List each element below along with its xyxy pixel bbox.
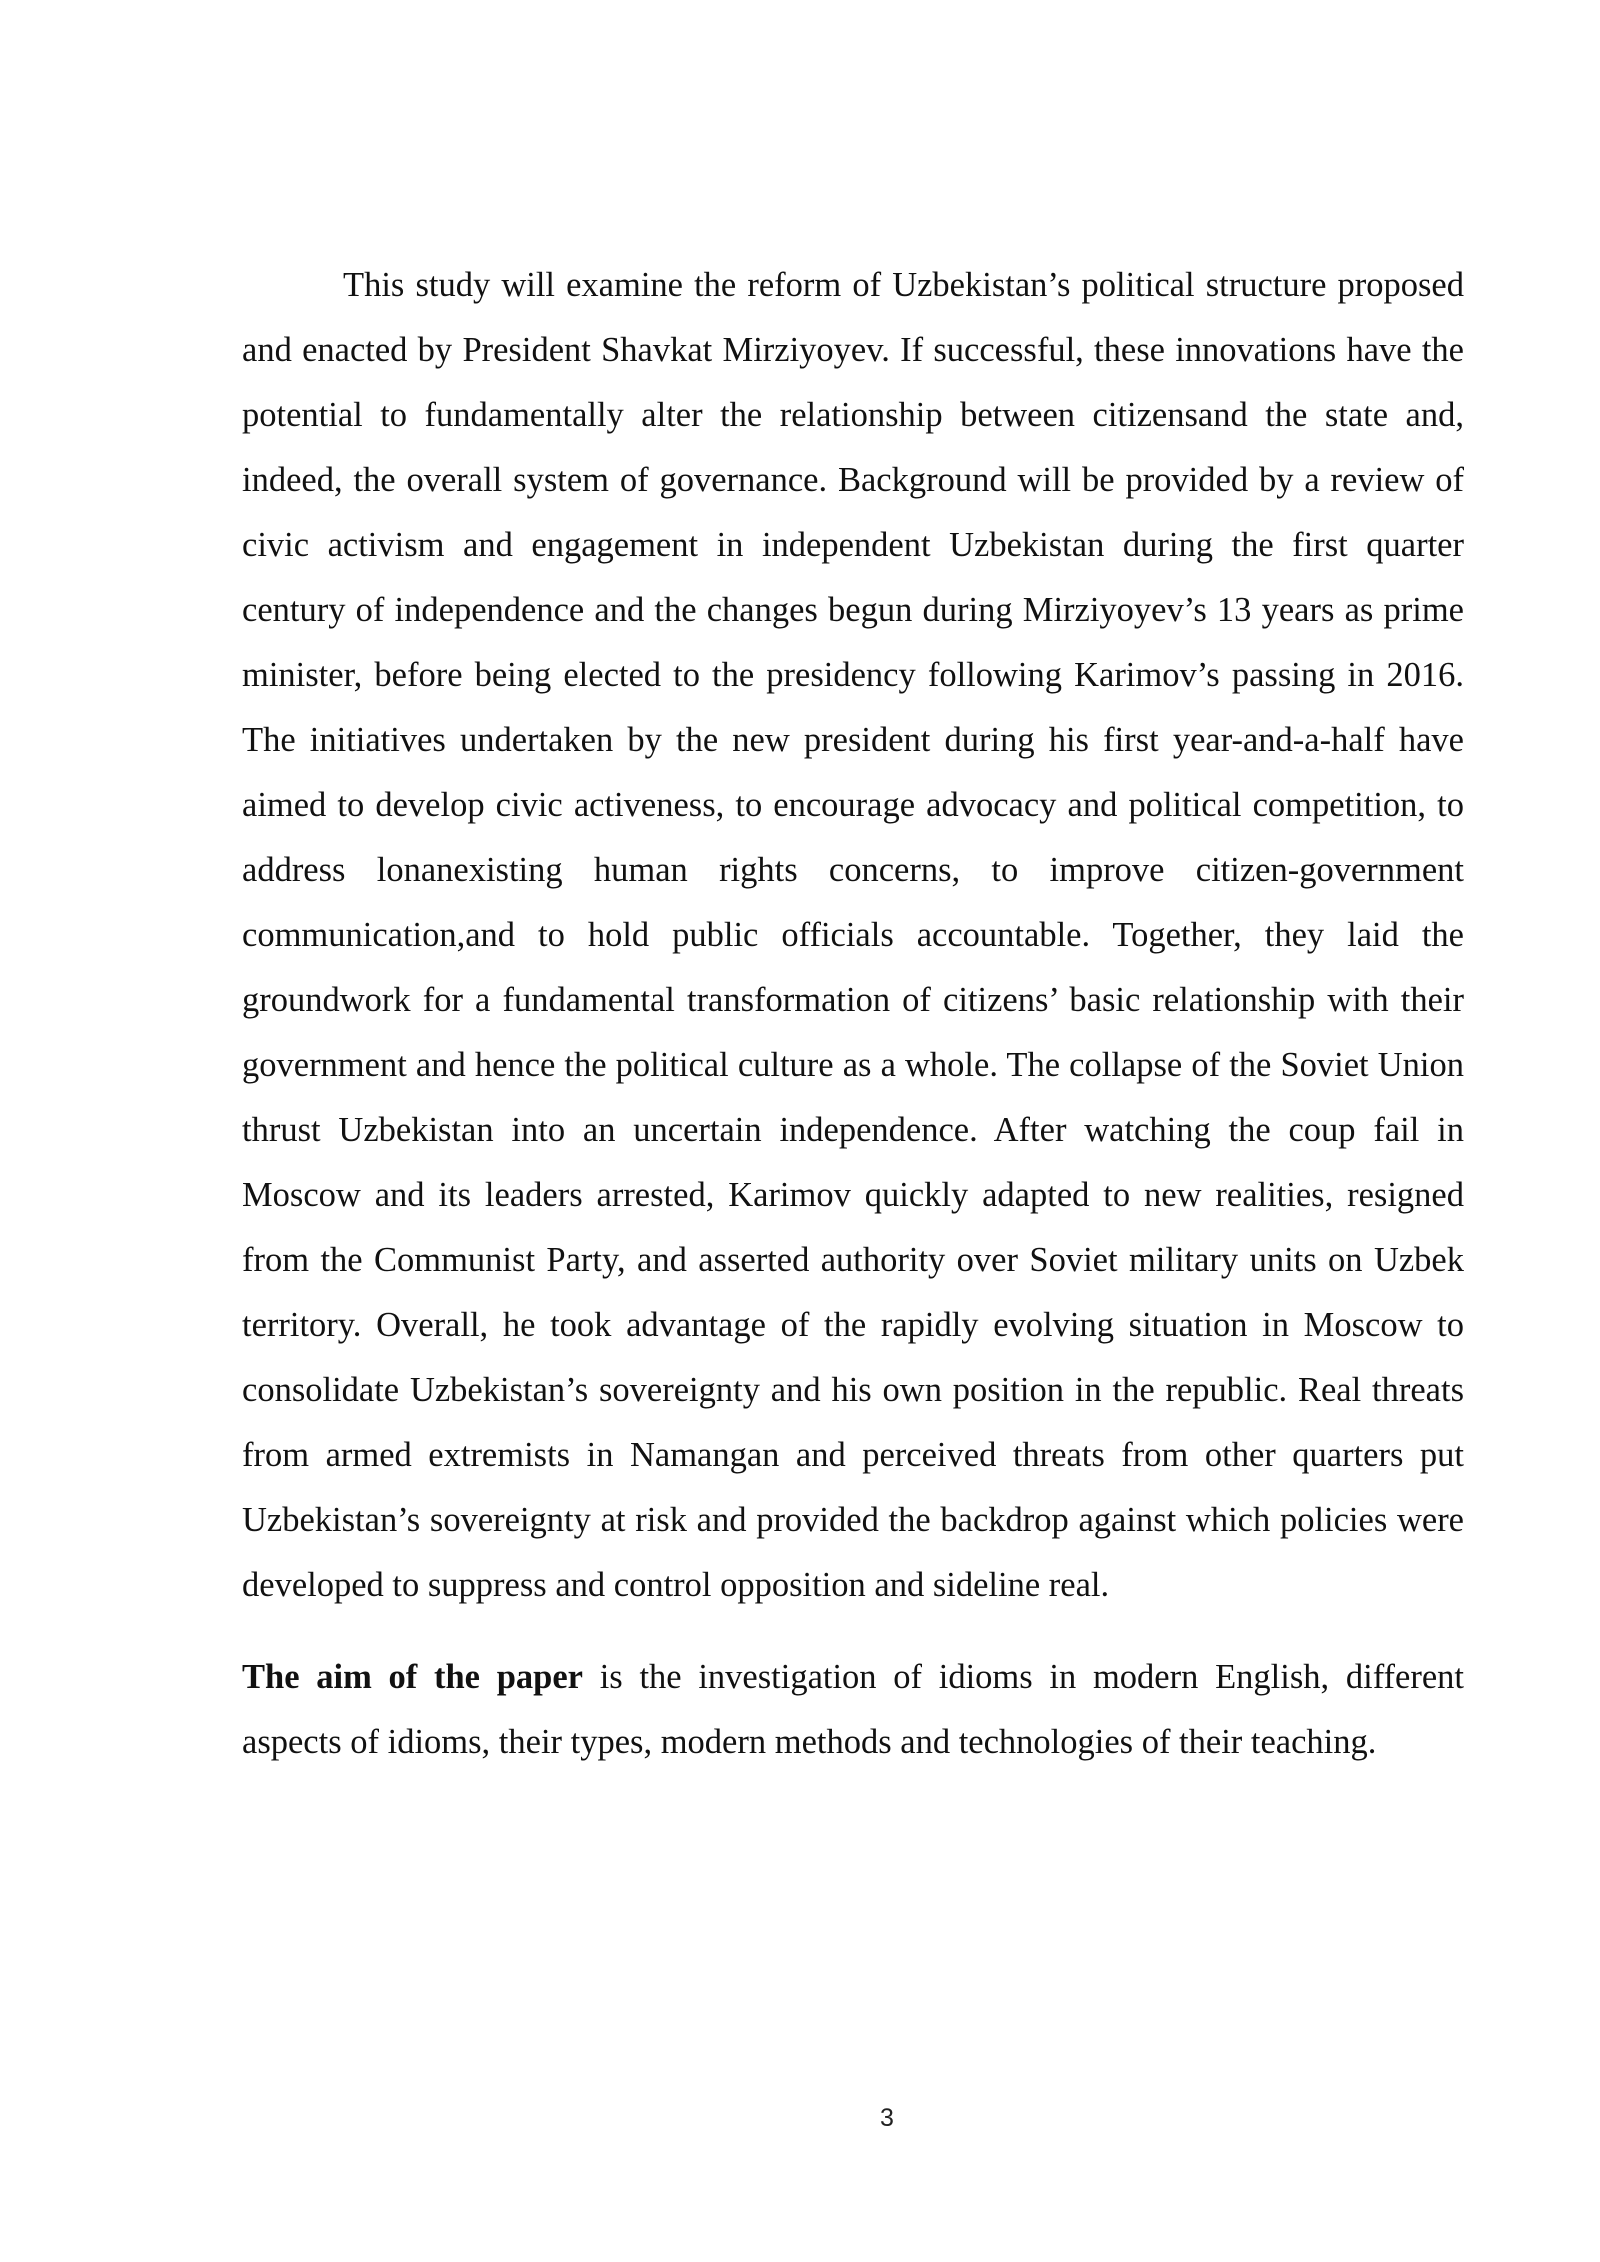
page-number: 3 [880, 2104, 894, 2132]
aim-text: is the investigation of idioms in modern English, different aspects of idioms, their types, modern methods and technologies of their teaching. [242, 1658, 1464, 1761]
intro-paragraph: This study will examine the reform of Uzbekistan’s political structure proposed and enacted by President Shavkat Mirziyoyev. If successful, these innovations have the potential to fundamentally alter the relationship between citizensand the state and, indeed, the overall system of governance. Background will be provided by a review of civic activism and engagement in independent Uzbekistan during the first quarter century of independence and the changes begun during Mirziyoyev’s 13 years as prime minister, before being elected to the presidency following Karimov’s passing in 2016. The initiatives undertaken by the new president during his first year-and-a-half have aimed to develop civic activeness, to encourage advocacy and political competition, to address lonanexisting human rights concerns, to improve citizen-government communication,and to hold public officials accountable. Together, they laid the groundwork for a fundamental transformation of citizens’ basic relationship with their government and hence the political culture as a whole. The collapse of the Soviet Union thrust Uzbekistan into an uncertain independence. After watching the coup fail in Moscow and its leaders arrested, Karimov quickly adapted to new realities, resigned from the Communist Party, and asserted authority over Soviet military units on Uzbek territory. Overall, he took advantage of the rapidly evolving situation in Moscow to consolidate Uzbekistan’s sovereignty and his own position in the republic. Real threats from armed extremists in Namangan and perceived threats from other quarters put Uzbekistan’s sovereignty at risk and provided the backdrop against which policies were developed to suppress and control opposition and sideline real. [242, 266, 1464, 1604]
aim-paragraph [242, 1645, 1464, 1775]
body-text [242, 253, 1464, 1775]
aim-label: The aim of the paper [242, 1658, 583, 1696]
